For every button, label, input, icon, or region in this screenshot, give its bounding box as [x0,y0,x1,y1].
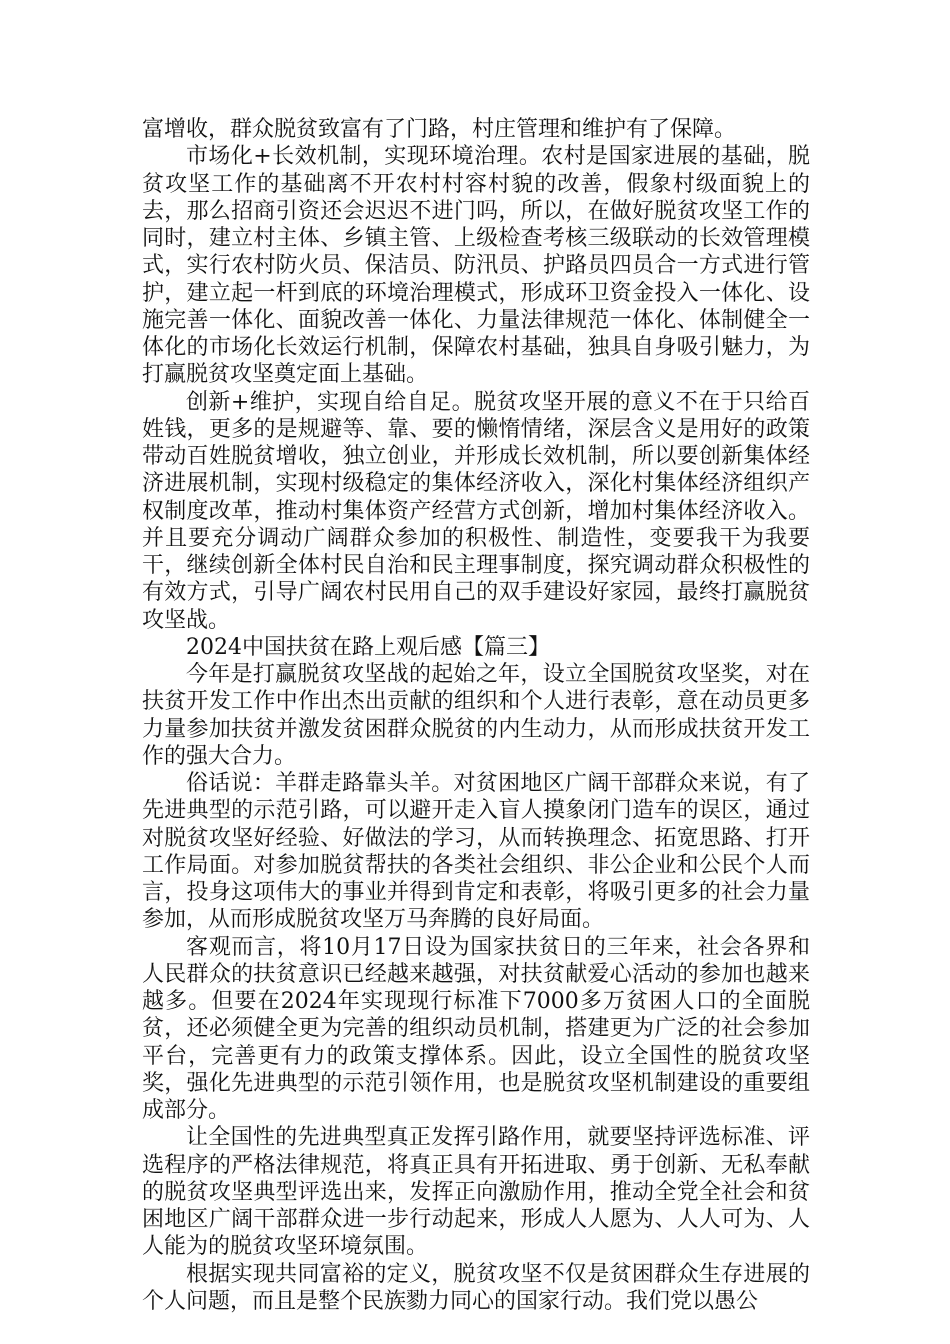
section-heading: 2024中国扶贫在路上观后感【篇三】 [186,634,550,660]
paragraph-award-intro: 今年是打赢脱贫攻坚战的起始之年，设立全国脱贫攻坚奖，对在扶贫开发工作中作出杰出贡献的组织和个人进行表彰，意在动员更多力量参加扶贫并激发贫困群众脱贫的内生动力，从而形成扶贫开发工作的强大合力。 [142,662,810,769]
paragraph-continuation: 富增收，群众脱贫致富有了门路，村庄管理和维护有了保障。 [142,117,737,142]
paragraph-saying: 俗话说：羊群走路靠头羊。对贫困地区广阔干部群众来说，有了先进典型的示范引路，可以避开走入盲人摸象闭门造车的误区，通过对脱贫攻坚好经验、好做法的学习，从而转换理念、拓宽思路、打开工作局面。对参加脱贫帮扶的各类社会组织、非公企业和公民个人而言，投身这项伟大的事业并得到肯定和表彰，将吸引更多的社会力量参加，从而形成脱贫攻坚万马奔腾的良好局面。 [142,771,810,933]
paragraph-objective: 客观而言，将10月17日设为国家扶贫日的三年来，社会各界和人民群众的扶贫意识已经越来越强，对扶贫献爱心活动的参加也越来越多。但要在2024年实现现行标准下7000多万贫困人口的全面脱贫，还必须健全更为完善的组织动员机制，搭建更为广泛的社会参加平台，完善更有力的政策支撑体系。因此，设立全国性的脱贫攻坚奖，强化先进典型的示范引领作用，也是脱贫攻坚机制建设的重要组成部分。 [142,934,810,1123]
paragraph-role-model: 让全国性的先进典型真正发挥引路作用，就要坚持评选标准、评选程序的严格法律规范，将真正具有开拓进取、勇于创新、无私奉献的脱贫攻坚典型评选出来，发挥正向激励作用，推动全党全社会和贫困地区广阔干部群众进一步行动起来，形成人人愿为、人人可为、人人能为的脱贫攻坚环境氛围。 [142,1125,810,1260]
paragraph-common-prosperity: 根据实现共同富裕的定义，脱贫攻坚不仅是贫困群众生存进展的个人问题，而且是整个民族勠力同心的国家行动。我们党以愚公 [142,1261,810,1314]
paragraph-market-mechanism: 市场化+长效机制，实现环境治理。农村是国家进展的基础，脱贫攻坚工作的基础离不开农村村容村貌的改善，假象村级面貌上的去，那么招商引资还会迟迟不进门吗，所以，在做好脱贫攻坚工作的同时，建立村主体、乡镇主管、上级检查考核三级联动的长效管理模式，实行农村防火员、保洁员、防汛员、护路员四员合一方式进行管护，建立起一杆到底的环境治理模式，形成环卫资金投入一体化、设施完善一体化、面貌改善一体化、力量法律规范一体化、体制健全一体化的市场化长效运行机制，保障农村基础，独具自身吸引魅力，为打赢脱贫攻坚奠定面上基础。 [142,144,810,388]
document-page [142,116,810,1315]
paragraph-innovation: 创新+维护，实现自给自足。脱贫攻坚开展的意义不在于只给百姓钱，更多的是规避等、靠、要的懒惰情绪，深层含义是用好的政策带动百姓脱贫增收，独立创业，并形成长效机制，所以要创新集体经济进展机制，实现村级稳定的集体经济收入，深化村集体经济组织产权制度改革，推动村集体资产经营方式创新，增加村集体经济收入。并且要充分调动广阔群众参加的积极性、制造性，变要我干为我要干，继续创新全体村民自治和民主理事制度，探究调动群众积极性的有效方式，引导广阔农村民用自己的双手建设好家园，最终打赢脱贫攻坚战。 [142,389,810,633]
